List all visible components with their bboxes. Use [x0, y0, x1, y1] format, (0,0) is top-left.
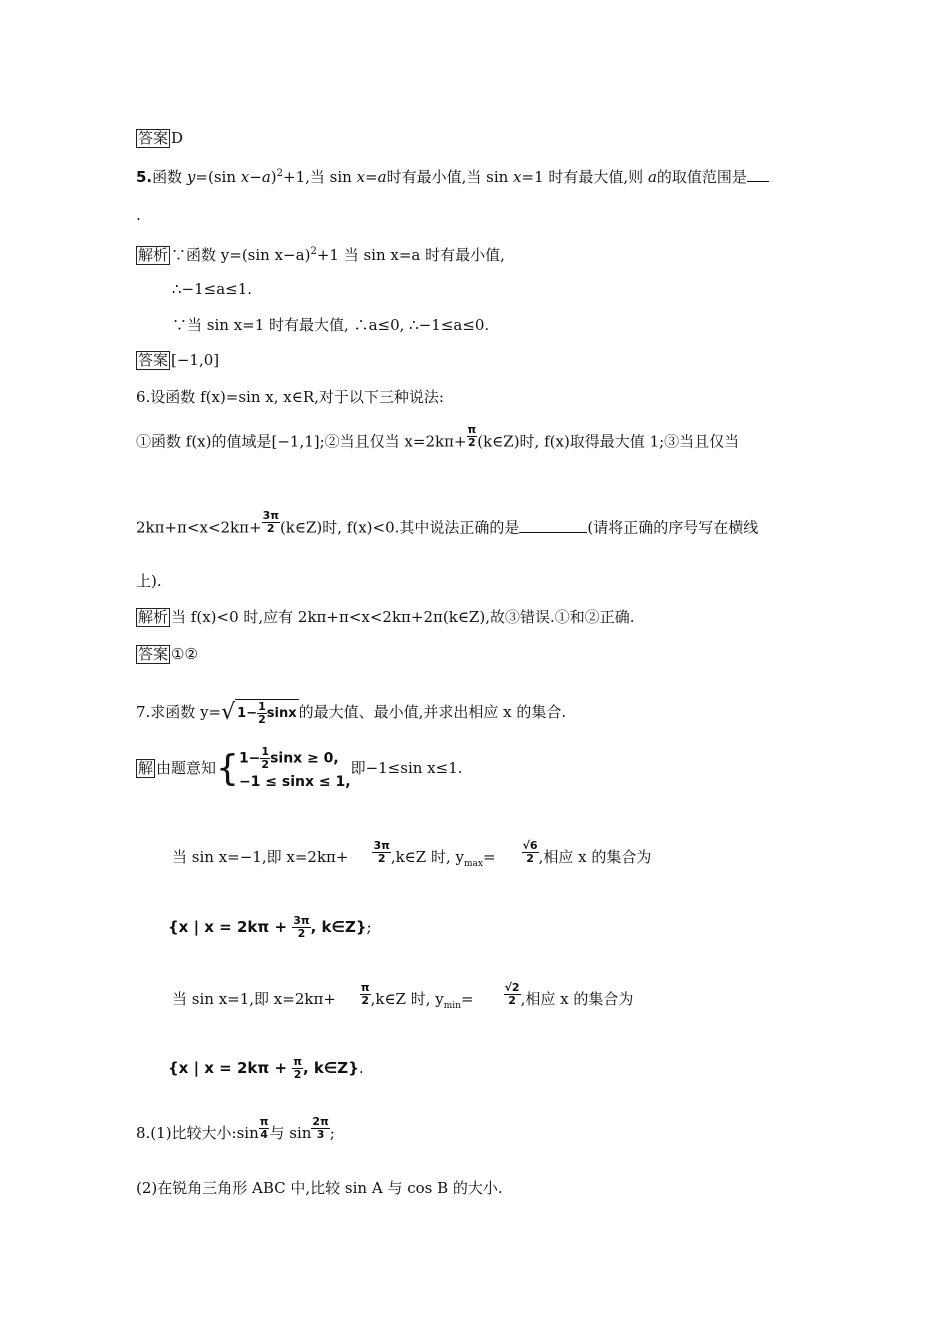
q5-answer-line — [136, 349, 219, 371]
frac-den: 2 — [526, 851, 534, 865]
q6-stem-1: 6.设函数 f(x)=sin x, x∈R,对于以下三种说法: — [136, 388, 444, 406]
frac-num: 3π — [262, 509, 279, 522]
q5-analysis-1 — [136, 241, 505, 266]
frac-num: 1 — [261, 744, 270, 758]
q5-text: − — [249, 168, 262, 186]
q7-radicand-text: 1− — [237, 705, 258, 721]
q4-answer: D — [171, 129, 184, 147]
q7-text: 由题意知 — [156, 759, 217, 777]
q5-text: 函数 — [152, 168, 187, 186]
q6-answer-blank[interactable] — [519, 518, 587, 533]
q7-set-text: , k∈Z} — [302, 1059, 359, 1077]
answer-tag: 答案 — [138, 351, 169, 369]
q7-text: 当 sin x=1,即 x=2kπ+ — [172, 990, 336, 1008]
frac-den: 2 — [377, 851, 386, 865]
q7-text: 7.求函数 y= — [136, 703, 222, 721]
frac-num: π — [259, 1114, 269, 1128]
q6-answer-line — [136, 643, 198, 665]
left-brace-icon: { — [216, 748, 239, 789]
q7-half — [257, 701, 267, 726]
q7-stem — [136, 692, 566, 733]
frac-num: 3π — [293, 914, 310, 927]
analysis-tag: 解析 — [138, 246, 169, 264]
q7-system-row-2: −1 ≤ sinx ≤ 1, — [238, 773, 351, 790]
frac-den: 2 — [258, 712, 266, 726]
q5-var-x: x — [356, 168, 366, 186]
frac-num: π — [467, 423, 477, 436]
q6-text: (k∈Z)时, f(x)取得最大值 1;③当且仅当 — [477, 432, 740, 451]
q6-frac-3pi-over-2 — [262, 510, 280, 535]
q5-var-a: a — [377, 168, 387, 186]
q8-stem-1 — [136, 1114, 335, 1148]
frac-num: 1 — [258, 699, 266, 713]
q6-text: (k∈Z)时, f(x)<0.其中说法正确的是 — [279, 518, 520, 537]
q7-radicand-text: sinx — [266, 705, 297, 721]
q7-half — [260, 746, 270, 771]
q7-text: . — [358, 1059, 364, 1077]
q7-radicand — [235, 699, 298, 728]
q5-exponent: 2 — [276, 168, 283, 179]
frac-num: √2 — [504, 980, 520, 994]
q7-text: ,k∈Z 时, y — [370, 990, 444, 1008]
q7-case-1 — [172, 838, 652, 879]
radical-sign-icon: √ — [221, 700, 236, 725]
q8-text: 8.(1)比较大小:sin — [136, 1124, 259, 1142]
q7-subscript: min — [443, 1001, 461, 1011]
frac-den: 2 — [508, 993, 516, 1007]
q7-text: 的最大值、最小值,并求出相应 x 的集合. — [298, 703, 567, 721]
q7-frac-sqrt2-over-2 — [504, 982, 521, 1007]
frac-den: 3 — [316, 1127, 325, 1141]
q5-var-x: x — [513, 168, 522, 186]
frac-num: π — [360, 980, 370, 994]
q7-set-1 — [168, 912, 372, 942]
q7-text: ,k∈Z 时, y — [390, 848, 464, 866]
q7-set-text: , k∈Z} — [310, 918, 367, 936]
frac-den: 2 — [261, 757, 270, 771]
q5-text: +1,当 sin — [283, 168, 357, 186]
q4-answer-line — [136, 127, 183, 149]
q7-text: = — [460, 990, 474, 1008]
answer-tag: 答案 — [138, 129, 169, 147]
q7-frac-pi-over-2 — [360, 982, 371, 1007]
q5-answer: [−1,0] — [171, 351, 220, 369]
q5-text: =1 时有最大值,则 — [521, 168, 648, 186]
analysis-tag: 解析 — [138, 608, 169, 626]
q7-solution-1 — [136, 744, 463, 793]
q5-var-a: a — [647, 168, 657, 186]
q7-frac-pi-over-2 — [292, 1056, 303, 1081]
q6-text: (请将正确的序号写在横线 — [587, 518, 759, 537]
q5-var-y: y — [186, 168, 196, 186]
q5-stem-end: . — [136, 206, 141, 224]
q5-text: 时有最小值,当 sin — [386, 168, 514, 186]
frac-num: √6 — [522, 838, 538, 852]
q5-analysis-text: +1 当 sin x=a 时有最小值, — [316, 246, 505, 264]
answer-tag: 答案 — [138, 645, 169, 663]
q5-stem — [136, 163, 769, 188]
q6-answer: ①② — [171, 645, 198, 663]
frac-den: 2 — [266, 522, 275, 535]
frac-den: 2 — [361, 993, 370, 1007]
q5-text: 的取值范围是 — [656, 168, 747, 186]
q7-set-text: {x | x = 2kπ + — [168, 1059, 293, 1077]
q5-exponent: 2 — [310, 246, 317, 257]
q5-answer-blank[interactable] — [747, 167, 769, 182]
q7-case-2 — [172, 980, 634, 1021]
q8-frac-2pi-over-3 — [311, 1116, 329, 1141]
frac-num: 3π — [373, 838, 390, 852]
q5-number: 5. — [136, 168, 153, 186]
q5-text: ) — [270, 168, 277, 186]
q7-text: ; — [366, 918, 372, 936]
q7-frac-sqrt6-over-2 — [522, 840, 539, 865]
q7-frac-3pi-over-2 — [372, 840, 390, 865]
sys-text: sinx ≥ 0, — [270, 750, 339, 766]
q7-text: ,相应 x 的集合为 — [538, 848, 652, 866]
q5-analysis-3: ∵当 sin x=1 时有最大值, ∴a≤0, ∴−1≤a≤0. — [172, 316, 490, 334]
q5-analysis-2: ∴−1≤a≤1. — [172, 280, 253, 298]
q6-stem-4: 上). — [136, 572, 162, 590]
q6-stem-2 — [136, 423, 740, 455]
q7-frac-3pi-over-2 — [292, 915, 310, 940]
q6-frac-pi-over-2 — [467, 424, 478, 449]
q6-text: 2kπ+π<x<2kπ+ — [136, 518, 262, 537]
q7-text: 当 sin x=−1,即 x=2kπ+ — [172, 848, 349, 866]
frac-den: 4 — [260, 1127, 268, 1141]
q6-analysis — [136, 606, 635, 628]
q7-system — [239, 746, 351, 793]
q5-var-x: x — [240, 168, 250, 186]
q7-set-2 — [168, 1053, 364, 1083]
q8-frac-pi-over-4 — [259, 1116, 270, 1141]
q5-text: =(sin — [195, 168, 241, 186]
q5-analysis-text: ∵函数 y=(sin x−a) — [171, 246, 311, 264]
q5-text: = — [365, 168, 378, 186]
solution-tag: 解 — [138, 759, 154, 777]
q7-text: = — [482, 848, 496, 866]
frac-den: 2 — [293, 1068, 302, 1081]
sys-text: 1− — [238, 750, 261, 766]
frac-den: 2 — [468, 436, 476, 449]
q7-subscript: max — [464, 859, 483, 869]
frac-num: π — [293, 1055, 302, 1068]
frac-den: 2 — [297, 927, 306, 940]
q8-stem-2: (2)在锐角三角形 ABC 中,比较 sin A 与 cos B 的大小. — [136, 1179, 503, 1197]
q8-text: ; — [329, 1124, 335, 1142]
q5-var-a: a — [261, 168, 271, 186]
q6-text: ①函数 f(x)的值域是[−1,1];②当且仅当 x=2kπ+ — [136, 432, 467, 451]
q7-text: ,相应 x 的集合为 — [520, 990, 634, 1008]
q8-text: 与 sin — [269, 1124, 312, 1142]
q7-set-text: {x | x = 2kπ + — [168, 918, 293, 936]
q6-analysis-text: 当 f(x)<0 时,应有 2kπ+π<x<2kπ+2π(k∈Z),故③错误.①和②正确. — [171, 608, 635, 626]
q7-system-row-1 — [239, 746, 351, 771]
q7-text: 即−1≤sin x≤1. — [350, 759, 463, 777]
frac-num: 2π — [312, 1114, 329, 1128]
